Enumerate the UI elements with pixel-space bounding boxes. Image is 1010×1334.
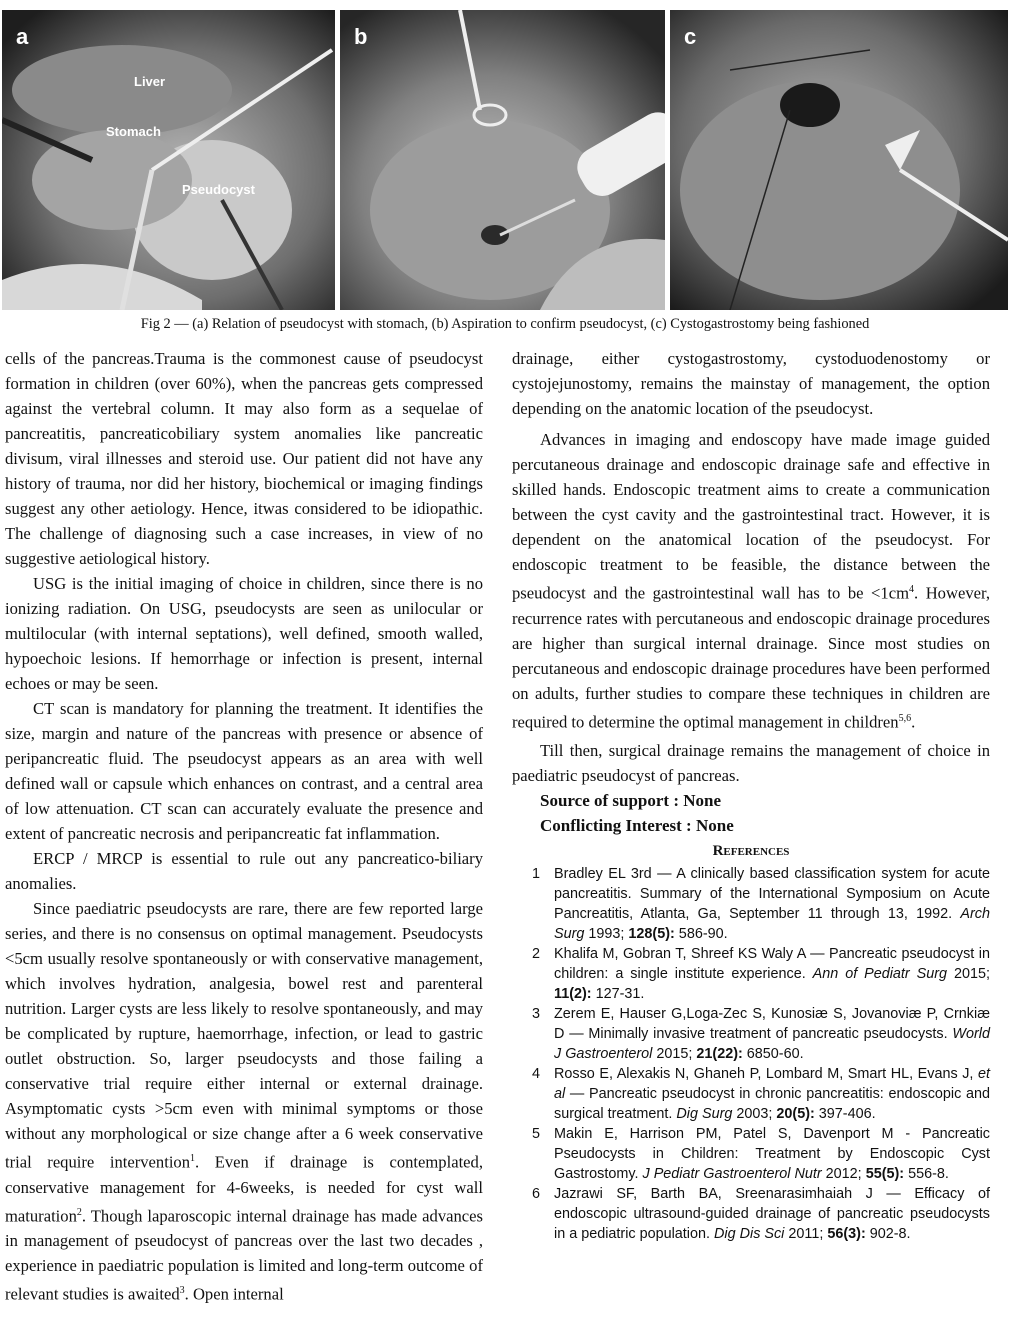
reference-list xyxy=(512,864,990,1244)
reference-text: Zerem E, Hauser G,Loga-Zec S, Kunosiæ S, Jovanoviæ P, Crnkiæ D — Minimally invasive treatment of pancreatic pseudocysts. World J Gastroenterol 2015; 21(22): 6850-60. xyxy=(554,1006,990,1063)
panel-label: c xyxy=(684,24,697,49)
panel-label: b xyxy=(354,24,368,49)
paragraph: cells of the pancreas.Trauma is the commonest cause of pseudocyst formation in children (over 60%), when the pancreas gets compressed against the vertebral column. It may also form as a sequelae of pancreatitis, pancreaticobiliary system anomalies like pancreatic divisum, viral illnesses and steroid use. Our patient did not have any history of trauma, nor did her history, biochemical or imaging findings suggest any other aetiology. Hence, itwas considered to be idiopathic. The challenge of diagnosing such a case increases, in view of no suggestive aetiological history. xyxy=(5,349,483,568)
panel-label: a xyxy=(16,24,29,49)
paragraph: drainage, either cystogastrostomy, cystoduodenostomy or cystojejunostomy, remains the mainstay of management, the option depending on the anatomic location of the pseudocyst. xyxy=(512,349,990,418)
reference-number: 6 xyxy=(532,1186,541,1203)
reference-number: 1 xyxy=(532,866,541,883)
photo-panel-c xyxy=(670,10,1008,310)
reference-text: Jazrawi SF, Barth BA, Sreenarasimhaiah J — Efficacy of endoscopic ultrasound-guided drainage of pancreatic pseudocysts in a pediatric population. Dig Dis Sci 2011; 56(3): 902-8. xyxy=(554,1186,990,1243)
paragraph: USG is the initial imaging of choice in children, since there is no ionizing radiation. On USG, pseudocysts are seen as unilocular or multilocular (with internal septations), well defined, smooth walled, hypoechoic lesions. If hemorrhage or infection is present, internal echoes or may be seen. xyxy=(5,574,483,693)
annotation-pseudocyst: Pseudocyst xyxy=(182,182,255,197)
reference-number: 2 xyxy=(532,946,541,963)
reference-text: Rosso E, Alexakis N, Ghaneh P, Lombard M, Smart HL, Evans J, et al — Pancreatic pseudocyst in chronic pancreatitis: endoscopic and surgical treatment. Dig Surg 2003; 20(5): 397-406. xyxy=(554,1066,990,1123)
paragraph: Advances in imaging and endoscopy have made image guided percutaneous drainage and endoscopic drainage safe and effective in skilled hands. Endoscopic treatment aims to create a communication between the cyst cavity and the gastrointestinal tract. However, it is dependent on the anatomical location of the pseudocyst. For endoscopic treatment to be feasible, the distance between the pseudocyst and the gastrointestinal wall has to be $<1cm^4$. However, recurrence rates with percutaneous and endoscopic drainage procedures are higher than surgical internal drainage. Since most studies on percutaneous and endoscopic drainage procedures have been performed on adults, further studies to compare these techniques in children are required to determine the optimal management in children$^{5,6}$. xyxy=(512,430,990,732)
reference-number: 3 xyxy=(532,1006,541,1023)
paragraph: Since paediatric pseudocysts are rare, there are few reported large series, and there is no consensus on optimal management. Pseudocysts <5cm usually resolve spontaneously or with conservative management, which involves hydration, analgesia, bowel rest and parenteral nutrition. Larger cysts are less likely to resolve spontaneously, and may be complicated by rupture, haemorrhage, infection, or lead to gastric outlet obstruction. So, larger pseudocysts and those failing a conservative trial require either internal or external drainage. Asymptomatic cysts >5cm even with minimal symptoms or those without any morphological or size change after a 6 week conservative trial require intervention$^1$. Even if drainage is contemplated, conservative management for 4-6weeks, is needed for cyst wall maturation$^2$. Though laparoscopic internal drainage has made advances in management of pseudocyst of pancreas over the last two decades , experience in paediatric population is limited and long-term outcome of relevant studies is awaited$^3$. Open internal xyxy=(5,899,483,1304)
right-column xyxy=(512,346,990,1244)
paragraph: Till then, surgical drainage remains the management of choice in paediatric pseudocyst of pancreas. xyxy=(512,741,990,786)
annotation-stomach: Stomach xyxy=(106,124,161,139)
surgical-photo-a xyxy=(2,10,335,310)
reference-number: 5 xyxy=(532,1126,541,1143)
paragraph: ERCP / MRCP is essential to rule out any pancreatico-biliary anomalies. xyxy=(5,849,483,893)
references-heading: References xyxy=(712,843,790,860)
annotation-liver: Liver xyxy=(134,74,166,89)
photo-panel-b xyxy=(340,10,665,310)
reference-item xyxy=(512,1064,990,1124)
figure-2 xyxy=(0,10,1010,310)
reference-item xyxy=(512,864,990,944)
surgical-photo-c xyxy=(670,10,1008,310)
reference-text: Khalifa M, Gobran T, Shreef KS Waly A — Pancreatic pseudocyst in children: a single institute experience. Ann of Pediatr Surg 2015; 11(2): 127-31. xyxy=(554,946,991,1003)
reference-item xyxy=(512,944,990,1004)
left-column xyxy=(5,346,483,1307)
reference-item xyxy=(512,1004,990,1064)
reference-item xyxy=(512,1124,990,1184)
paragraph: CT scan is mandatory for planning the treatment. It identifies the size, margin and nature of the pancreas with presence or absence of peripancreatic fluid. The pseudocyst appears as an area with well defined wall or capsule which enhances on contrast, and a central area of low attenuation. CT scan can accurately evaluate the presence and extent of pancreatic necrosis and peripancreatic fat inflammation. xyxy=(5,699,483,843)
figure-caption: Fig 2 — (a) Relation of pseudocyst with stomach, (b) Aspiration to confirm pseudocyst, (c) Cystogastrostomy being fashioned xyxy=(140,316,870,332)
source-of-support: Source of support : None xyxy=(540,791,722,811)
reference-item xyxy=(512,1184,990,1244)
reference-text: Bradley EL 3rd — A clinically based classification system for acute pancreatitis. Summary of the International Symposium on Acute Pancreatitis, Atlanta, Ga, September 11 through 13, 1992. Arch Surg 1993; 128(5): 586-90. xyxy=(554,866,990,943)
conflicting-interest: Conflicting Interest : None xyxy=(540,816,734,836)
surgical-photo-b xyxy=(340,10,665,310)
reference-text: Makin E, Harrison PM, Patel S, Davenport M - Pancreatic Pseudocysts in Children: Treatment by Endoscopic Cyst Gastrostomy. J Pediatr Gastroenterol Nutr 2012; 55(5): 556-8. xyxy=(554,1126,990,1183)
reference-number: 4 xyxy=(532,1066,541,1083)
photo-panel-a xyxy=(2,10,335,310)
